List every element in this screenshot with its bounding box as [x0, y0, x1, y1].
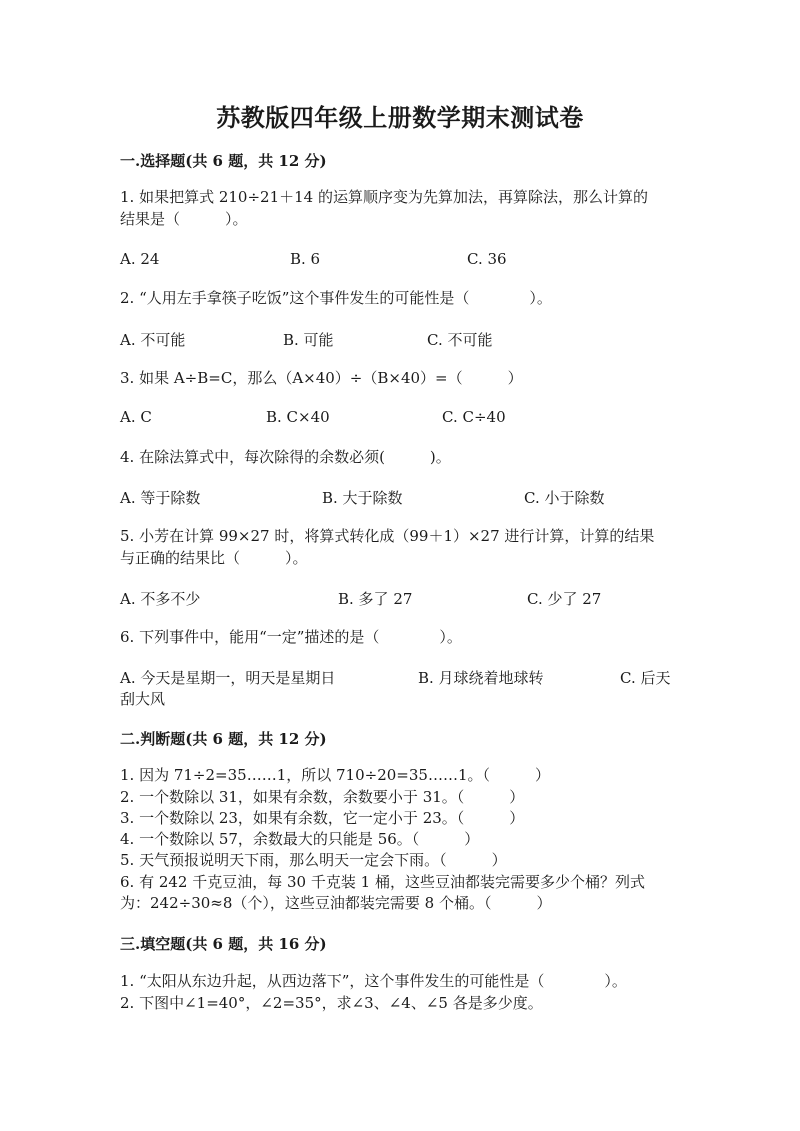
question-1-line-2: 结果是（ ）。	[120, 210, 248, 228]
judge-item-4: 4. 一个数除以 57，余数最大的只能是 56。（ ）	[120, 830, 480, 848]
question-4: 4. 在除法算式中，每次除得的余数必须( )。	[120, 448, 451, 466]
judge-item-1: 1. 因为 71÷2=35……1，所以 710÷20=35……1。（ ）	[120, 766, 550, 784]
question-1-line-1: 1. 如果把算式 210÷21＋14 的运算顺序变为先算加法，再算除法，那么计算的	[120, 188, 648, 206]
section-heading-true-false: 二.判断题(共 6 题，共 12 分)	[120, 730, 327, 748]
question-3-option-b: B. C×40	[266, 408, 330, 426]
question-6: 6. 下列事件中，能用“一定”描述的是（ ）。	[120, 628, 462, 646]
fill-item-1: 1. “太阳从东边升起，从西边落下”，这个事件发生的可能性是（ ）。	[120, 972, 627, 990]
question-4-option-c: C. 小于除数	[524, 489, 605, 507]
judge-item-6-line-2: 为：242÷30≈8（个），这些豆油都装完需要 8 个桶。（ ）	[120, 894, 552, 912]
question-4-option-b: B. 大于除数	[322, 489, 403, 507]
question-2-option-b: B. 可能	[283, 331, 334, 349]
question-1-option-c: C. 36	[467, 250, 507, 268]
question-5-option-a: A. 不多不少	[120, 590, 201, 608]
question-3: 3. 如果 A÷B=C，那么（A×40）÷（B×40）=（ ）	[120, 369, 523, 387]
question-1-option-a: A. 24	[120, 250, 160, 268]
judge-item-6-line-1: 6. 有 242 千克豆油，每 30 千克装 1 桶，这些豆油都装完需要多少个桶？列式	[120, 873, 645, 891]
question-6-option-b: B. 月球绕着地球转	[418, 669, 544, 687]
question-2-option-c: C. 不可能	[427, 331, 493, 349]
question-2-option-a: A. 不可能	[120, 331, 186, 349]
section-heading-choice: 一.选择题(共 6 题，共 12 分)	[120, 152, 327, 170]
question-6-option-c: C. 后天	[620, 669, 671, 687]
judge-item-3: 3. 一个数除以 23，如果有余数，它一定小于 23。（ ）	[120, 809, 525, 827]
question-6-option-c-continued: 刮大风	[120, 690, 166, 708]
judge-item-2: 2. 一个数除以 31，如果有余数，余数要小于 31。（ ）	[120, 788, 525, 806]
judge-item-5: 5. 天气预报说明天下雨，那么明天一定会下雨。（ ）	[120, 851, 507, 869]
question-4-option-a: A. 等于除数	[120, 489, 201, 507]
question-3-option-c: C. C÷40	[442, 408, 506, 426]
question-3-option-a: A. C	[120, 408, 152, 426]
question-5-option-b: B. 多了 27	[338, 590, 413, 608]
page-title: 苏教版四年级上册数学期末测试卷	[216, 103, 584, 132]
fill-item-2: 2. 下图中∠1=40°，∠2=35°，求∠3、∠4、∠5 各是多少度。	[120, 994, 543, 1012]
question-5-line-1: 5. 小芳在计算 99×27 时，将算式转化成（99＋1）×27 进行计算，计算的结果	[120, 527, 655, 545]
question-6-option-a: A. 今天是星期一，明天是星期日	[120, 669, 336, 687]
question-1-option-b: B. 6	[290, 250, 321, 268]
section-heading-fill-blank: 三.填空题(共 6 题，共 16 分)	[120, 935, 327, 953]
question-5-line-2: 与正确的结果比（ ）。	[120, 549, 308, 567]
question-5-option-c: C. 少了 27	[527, 590, 602, 608]
question-2: 2. “人用左手拿筷子吃饭”这个事件发生的可能性是（ ）。	[120, 289, 552, 307]
